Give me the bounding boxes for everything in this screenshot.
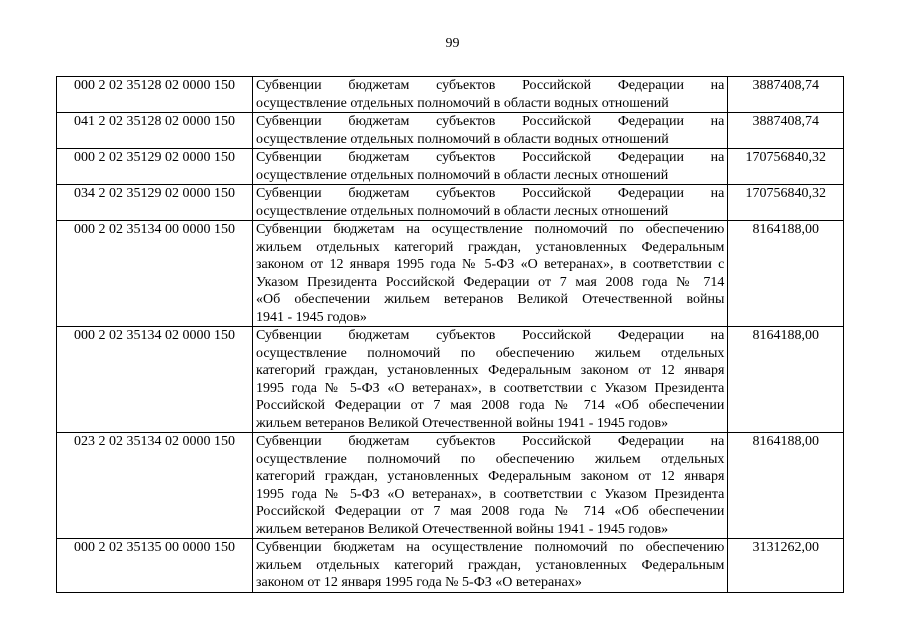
budget-code-cell: 000 2 02 35134 00 0000 150 [57, 221, 253, 327]
description-line: Российской Федерации от 7 мая 2008 года № 714 «Об обеспечении [255, 398, 725, 413]
amount-cell: 170756840,32 [728, 185, 844, 221]
amount-cell: 3131262,00 [728, 539, 844, 593]
budget-code-cell: 041 2 02 35128 02 0000 150 [57, 113, 253, 149]
description-line: жильем отдельных категорий граждан, установленных Федеральным [255, 557, 725, 573]
description-cell [252, 539, 727, 593]
description-line: осуществление полномочий по обеспечению жильем отдельных [255, 451, 725, 467]
amount-cell: 170756840,32 [728, 149, 844, 185]
table-row [57, 539, 844, 593]
description-line: Субвенции бюджетам субъектов Российской Федерации на [255, 78, 725, 93]
budget-code-cell: 023 2 02 35134 02 0000 150 [57, 433, 253, 539]
description-cell [252, 185, 727, 221]
description-cell [252, 433, 727, 539]
description-line: 1995 года № 5-ФЗ «О ветеранах», в соответствии с Указом Президента [255, 486, 725, 502]
amount-cell: 8164188,00 [728, 433, 844, 539]
description-line: Субвенции бюджетам на осуществление полномочий по обеспечению [255, 222, 725, 237]
budget-table-body [57, 77, 844, 593]
budget-code-cell: 000 2 02 35134 02 0000 150 [57, 327, 253, 433]
description-line: Субвенции бюджетам субъектов Российской Федерации на [255, 328, 725, 343]
description-line: «Об обеспечении жильем ветеранов Великой Отечественной войны [255, 292, 725, 307]
table-row [57, 113, 844, 149]
description-cell [252, 327, 727, 433]
table-row [57, 149, 844, 185]
description-line: осуществление отдельных полномочий в области лесных отношений [255, 167, 669, 183]
budget-code-cell: 000 2 02 35128 02 0000 150 [57, 77, 253, 113]
description-line: осуществление отдельных полномочий в области водных отношений [255, 95, 669, 111]
description-line: Субвенции бюджетам субъектов Российской Федерации на [255, 434, 725, 449]
table-row [57, 185, 844, 221]
table-row [57, 77, 844, 113]
table-row [57, 327, 844, 433]
description-line: Субвенции бюджетам субъектов Российской Федерации на [255, 186, 725, 201]
description-cell [252, 77, 727, 113]
description-line: жильем отдельных категорий граждан, установленных Федеральным [255, 239, 725, 255]
amount-cell: 3887408,74 [728, 113, 844, 149]
description-line: законом от 12 января 1995 года № 5-ФЗ «О ветеранах», в соответствии с [255, 257, 725, 272]
description-line: Субвенции бюджетам на осуществление полномочий по обеспечению [255, 540, 725, 555]
description-line: осуществление отдельных полномочий в области лесных отношений [255, 203, 669, 219]
description-cell [252, 221, 727, 327]
table-row [57, 221, 844, 327]
description-line: законом от 12 января 1995 года № 5-ФЗ «О ветеранах» [255, 575, 582, 590]
amount-cell: 8164188,00 [728, 221, 844, 327]
description-line: жильем ветеранов Великой Отечественной войны 1941 - 1945 годов» [255, 521, 669, 537]
table-row [57, 433, 844, 539]
description-line: Субвенции бюджетам субъектов Российской Федерации на [255, 150, 725, 165]
description-line: 1941 - 1945 годов» [255, 309, 367, 325]
description-line: категорий граждан, установленных Федеральным законом от 12 января [255, 363, 725, 378]
page-number: 99 [445, 36, 460, 51]
description-line: Указом Президента Российской Федерации от 7 мая 2008 года № 714 [255, 274, 725, 290]
description-line: жильем ветеранов Великой Отечественной войны 1941 - 1945 годов» [255, 415, 669, 431]
budget-table [56, 76, 844, 593]
budget-code-cell: 000 2 02 35129 02 0000 150 [57, 149, 253, 185]
description-line: 1995 года № 5-ФЗ «О ветеранах», в соответствии с Указом Президента [255, 380, 725, 396]
budget-code-cell: 034 2 02 35129 02 0000 150 [57, 185, 253, 221]
description-line: осуществление отдельных полномочий в области водных отношений [255, 131, 669, 147]
budget-code-cell: 000 2 02 35135 00 0000 150 [57, 539, 253, 593]
description-line: категорий граждан, установленных Федеральным законом от 12 января [255, 469, 725, 484]
amount-cell: 3887408,74 [728, 77, 844, 113]
description-line: Субвенции бюджетам субъектов Российской Федерации на [255, 114, 725, 129]
description-line: осуществление полномочий по обеспечению жильем отдельных [255, 345, 725, 361]
description-line: Российской Федерации от 7 мая 2008 года № 714 «Об обеспечении [255, 504, 725, 519]
amount-cell: 8164188,00 [728, 327, 844, 433]
description-cell [252, 113, 727, 149]
description-cell [252, 149, 727, 185]
